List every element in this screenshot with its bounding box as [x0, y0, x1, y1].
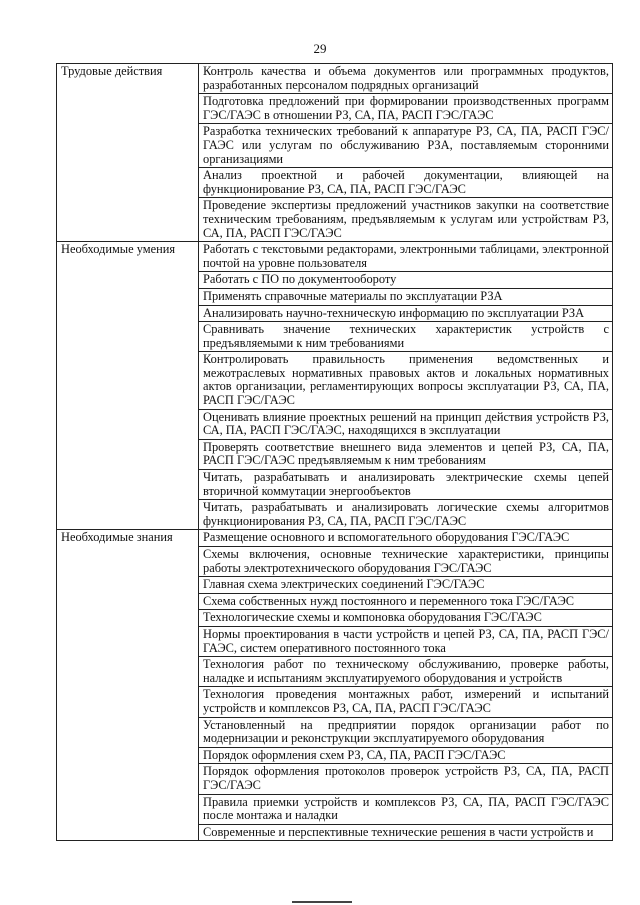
section-item: Схема собственных нужд постоянного и переменного тока ГЭС/ГАЭС — [199, 593, 613, 610]
section-item: Проверять соответствие внешнего вида элементов и цепей РЗ, СА, ПА, РАСП ГЭС/ГАЭС предъявляемым к ним требованиям — [199, 439, 613, 469]
section-item: Установленный на предприятии порядок организации работ по модернизации и реконструкции эксплуатируемого оборудования — [199, 717, 613, 747]
section-item: Работать с текстовыми редакторами, электронными таблицами, электронной почтой на уровне пользователя — [199, 242, 613, 272]
section-item: Технологические схемы и компоновка оборудования ГЭС/ГАЭС — [199, 610, 613, 627]
section-item: Нормы проектирования в части устройств и цепей РЗ, СА, ПА, РАСП ГЭС/ГАЭС, систем оперативного постоянного тока — [199, 626, 613, 656]
page-number: 29 — [313, 41, 327, 56]
section-item: Правила приемки устройств и комплексов РЗ, СА, ПА, РАСП ГЭС/ГАЭС после монтажа и наладки — [199, 794, 613, 824]
bottom-rule — [292, 901, 352, 903]
section-category: Трудовые действия — [57, 64, 199, 242]
section-item: Читать, разрабатывать и анализировать электрические схемы цепей вторичной коммутации энергообъектов — [199, 470, 613, 500]
qualification-table-body — [57, 64, 613, 841]
section-item: Схемы включения, основные технические характеристики, принципы работы электротехнического оборудования ГЭС/ГАЭС — [199, 547, 613, 577]
section-item: Технология проведения монтажных работ, измерений и испытаний устройств и комплексов РЗ, СА, ПА, РАСП ГЭС/ГАЭС — [199, 687, 613, 717]
section-item: Сравнивать значение технических характеристик устройств с предъявляемыми к ним требованиями — [199, 322, 613, 352]
section-item: Оценивать влияние проектных решений на принцип действия устройств РЗ, СА, ПА, РАСП ГЭС/ГАЭС, находящихся в эксплуатации — [199, 409, 613, 439]
section-item: Работать с ПО по документообороту — [199, 272, 613, 289]
section-item: Читать, разрабатывать и анализировать логические схемы алгоритмов функционирования РЗ, СА, ПА, РАСП ГЭС/ГАЭС — [199, 500, 613, 530]
section-item: Контроль качества и объема документов или программных продуктов, разработанных персоналом подрядных организаций — [199, 64, 613, 94]
section-item: Анализировать научно-техническую информацию по эксплуатации РЗА — [199, 305, 613, 322]
section-item: Применять справочные материалы по эксплуатации РЗА — [199, 288, 613, 305]
section-item: Главная схема электрических соединений ГЭС/ГАЭС — [199, 577, 613, 594]
section-item: Подготовка предложений при формировании производственных программ ГЭС/ГАЭС в отношении РЗ, СА, ПА, РАСП ГЭС/ГАЭС — [199, 94, 613, 124]
table-row — [57, 530, 613, 547]
qualification-table — [56, 63, 613, 841]
section-item: Размещение основного и вспомогательного оборудования ГЭС/ГАЭС — [199, 530, 613, 547]
section-category: Необходимые знания — [57, 530, 199, 841]
section-item: Технология работ по техническому обслуживанию, проверке работы, наладке и испытаниям эксплуатируемого оборудования и устройств — [199, 657, 613, 687]
section-item: Порядок оформления протоколов проверок устройств РЗ, СА, ПА, РАСП ГЭС/ГАЭС — [199, 764, 613, 794]
section-item: Контролировать правильность применения ведомственных и межотраслевых нормативных правовых актов и локальных нормативных актов организации, регламентирующих вопросы эксплуатации РЗ, СА, ПА, РАСП ГЭС/ГАЭС — [199, 352, 613, 409]
table-row — [57, 64, 613, 94]
section-item: Разработка технических требований к аппаратуре РЗ, СА, ПА, РАСП ГЭС/ГАЭС или услугам по обслуживанию РЗА, поставляемым сторонними организациями — [199, 124, 613, 168]
section-category: Необходимые умения — [57, 242, 199, 530]
section-item: Современные и перспективные технические решения в части устройств и — [199, 824, 613, 841]
section-item: Анализ проектной и рабочей документации, влияющей на функционирование РЗ, СА, ПА, РАСП ГЭС/ГАЭС — [199, 168, 613, 198]
section-item: Порядок оформления схем РЗ, СА, ПА, РАСП ГЭС/ГАЭС — [199, 747, 613, 764]
table-row — [57, 242, 613, 272]
section-item: Проведение экспертизы предложений участников закупки на соответствие техническим требованиям, предъявляемым к услугам или устройствам РЗ, СА, ПА, РАСП ГЭС/ГАЭС — [199, 198, 613, 242]
